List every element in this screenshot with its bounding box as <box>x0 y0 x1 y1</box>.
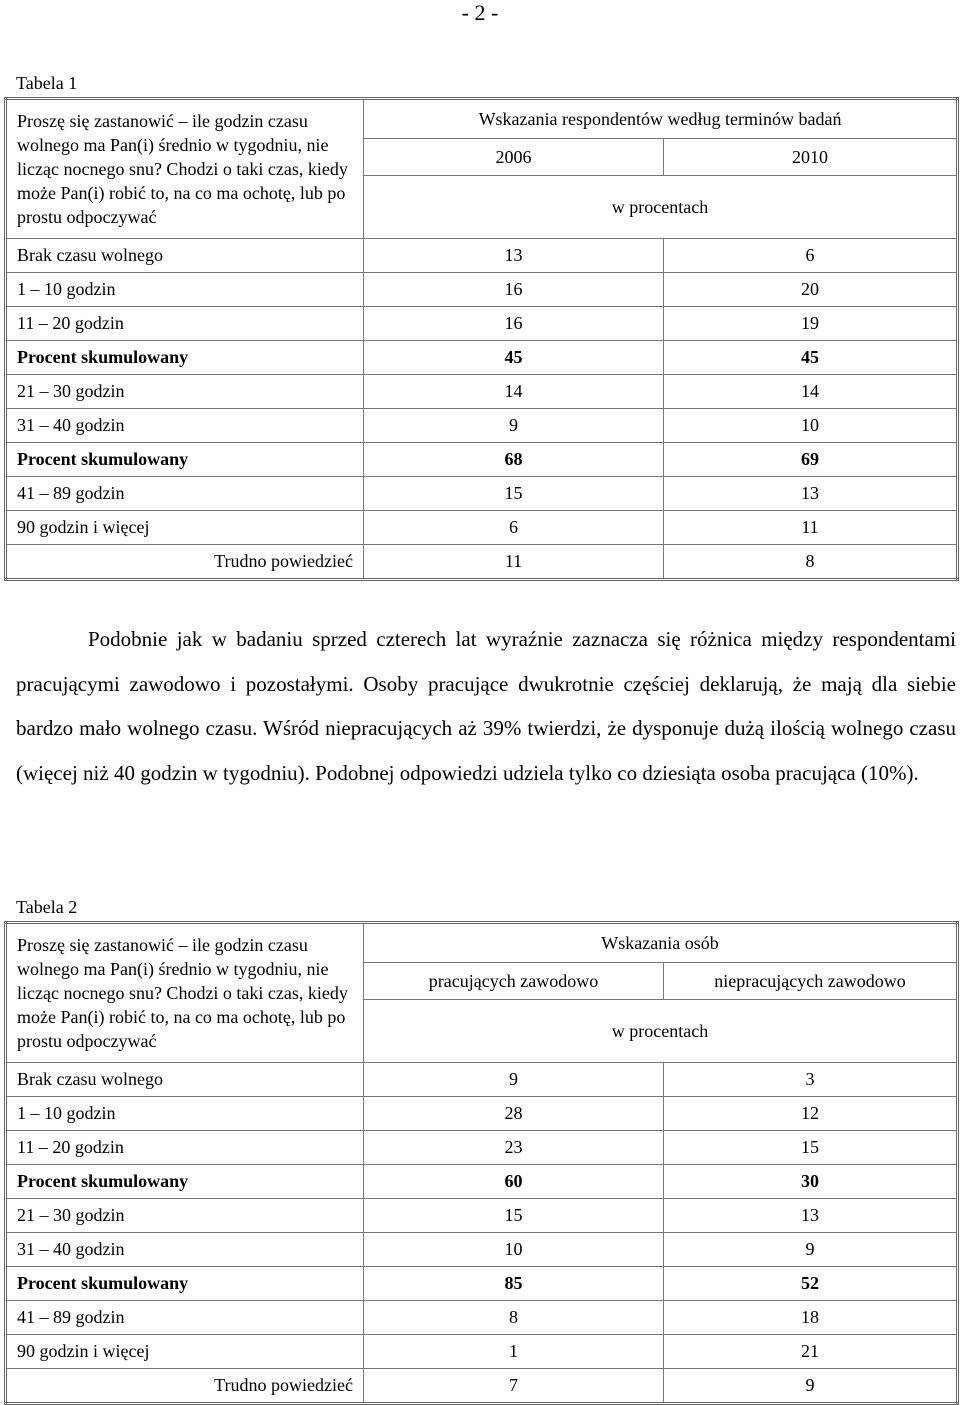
table-header-row <box>6 99 958 139</box>
row-label: Procent skumulowany <box>6 443 364 477</box>
row-label: Procent skumulowany <box>6 1267 364 1301</box>
table-row <box>6 1369 958 1404</box>
cell-value: 16 <box>364 307 664 341</box>
column-header: 2010 <box>664 138 958 175</box>
cell-value: 14 <box>664 375 958 409</box>
row-label: 31 – 40 godzin <box>6 1233 364 1267</box>
cell-value: 1 <box>364 1335 664 1369</box>
cell-value: 69 <box>664 443 958 477</box>
table-row <box>6 1063 958 1097</box>
row-label: 41 – 89 godzin <box>6 477 364 511</box>
cell-value: 13 <box>664 477 958 511</box>
row-label: Procent skumulowany <box>6 1165 364 1199</box>
question-cell: Proszę się zastanowić – ile godzin czasu wolnego ma Pan(i) średnio w tygodniu, nie licząc nocnego snu? Chodzi o taki czas, kiedy może Pan(i) robić to, na co ma ochotę, lub po prostu odpoczywać <box>6 99 364 239</box>
table-row <box>6 1199 958 1233</box>
table-row <box>6 409 958 443</box>
row-label: 90 godzin i więcej <box>6 511 364 545</box>
cell-value: 45 <box>364 341 664 375</box>
row-label: 21 – 30 godzin <box>6 375 364 409</box>
cell-value: 8 <box>364 1301 664 1335</box>
column-header: niepracujących zawodowo <box>664 962 958 999</box>
cell-value: 60 <box>364 1165 664 1199</box>
table-row <box>6 1335 958 1369</box>
question-cell: Proszę się zastanowić – ile godzin czasu wolnego ma Pan(i) średnio w tygodniu, nie licząc nocnego snu? Chodzi o taki czas, kiedy może Pan(i) robić to, na co ma ochotę, lub po prostu odpoczywać <box>6 923 364 1063</box>
table-header-row <box>6 923 958 963</box>
cell-value: 15 <box>664 1131 958 1165</box>
group-header: Wskazania osób <box>364 923 958 963</box>
row-label: Trudno powiedzieć <box>6 545 364 580</box>
cell-value: 19 <box>664 307 958 341</box>
cell-value: 8 <box>664 545 958 580</box>
cell-value: 52 <box>664 1267 958 1301</box>
cell-value: 20 <box>664 273 958 307</box>
cell-value: 7 <box>364 1369 664 1404</box>
cell-value: 3 <box>664 1063 958 1097</box>
paragraph-text: Podobnie jak w badaniu sprzed czterech lat wyraźnie zaznacza się różnica między respondentami pracującymi zawodowo i pozostałymi. Osoby pracujące dwukrotnie częściej deklarują, że mają dla siebie bardzo mało wolnego czasu. Wśród niepracujących aż 39% twierdzi, że dysponuje dużą ilością wolnego czasu (więcej niż 40 godzin w tygodniu). Podobnej odpowiedzi udziela tylko co dziesiąta osoba pracująca (10%). <box>16 627 956 785</box>
table-row <box>6 375 958 409</box>
table-1-label: Tabela 1 <box>16 73 78 93</box>
table-row <box>6 1301 958 1335</box>
cell-value: 85 <box>364 1267 664 1301</box>
row-label: Brak czasu wolnego <box>6 239 364 273</box>
cell-value: 13 <box>664 1199 958 1233</box>
cell-value: 9 <box>664 1369 958 1404</box>
table-row <box>6 1131 958 1165</box>
column-header: 2006 <box>364 138 664 175</box>
cell-value: 12 <box>664 1097 958 1131</box>
table-row <box>6 477 958 511</box>
cell-value: 13 <box>364 239 664 273</box>
unit-header: w procentach <box>364 176 958 239</box>
cell-value: 11 <box>364 545 664 580</box>
table-row <box>6 511 958 545</box>
page-number: - 2 - <box>461 0 499 25</box>
cell-value: 16 <box>364 273 664 307</box>
body-paragraph <box>16 617 956 795</box>
unit-header: w procentach <box>364 1000 958 1063</box>
group-header: Wskazania respondentów według terminów badań <box>364 99 958 139</box>
cell-value: 9 <box>364 1063 664 1097</box>
cell-value: 15 <box>364 1199 664 1233</box>
cell-value: 21 <box>664 1335 958 1369</box>
table-row <box>6 273 958 307</box>
table-row-cumulative <box>6 443 958 477</box>
cell-value: 10 <box>364 1233 664 1267</box>
cell-value: 10 <box>664 409 958 443</box>
cell-value: 23 <box>364 1131 664 1165</box>
column-header: pracujących zawodowo <box>364 962 664 999</box>
table-row <box>6 1097 958 1131</box>
table-row-cumulative <box>6 1165 958 1199</box>
cell-value: 14 <box>364 375 664 409</box>
table-2 <box>4 921 959 1405</box>
row-label: 11 – 20 godzin <box>6 307 364 341</box>
cell-value: 45 <box>664 341 958 375</box>
cell-value: 28 <box>364 1097 664 1131</box>
cell-value: 68 <box>364 443 664 477</box>
row-label: 1 – 10 godzin <box>6 273 364 307</box>
row-label: 21 – 30 godzin <box>6 1199 364 1233</box>
row-label: 41 – 89 godzin <box>6 1301 364 1335</box>
table-row-cumulative <box>6 1267 958 1301</box>
row-label: 11 – 20 godzin <box>6 1131 364 1165</box>
row-label: 31 – 40 godzin <box>6 409 364 443</box>
cell-value: 9 <box>664 1233 958 1267</box>
table-row <box>6 239 958 273</box>
cell-value: 18 <box>664 1301 958 1335</box>
table-row <box>6 307 958 341</box>
row-label: 1 – 10 godzin <box>6 1097 364 1131</box>
cell-value: 15 <box>364 477 664 511</box>
row-label: 90 godzin i więcej <box>6 1335 364 1369</box>
cell-value: 6 <box>664 239 958 273</box>
row-label: Brak czasu wolnego <box>6 1063 364 1097</box>
table-row <box>6 545 958 580</box>
cell-value: 9 <box>364 409 664 443</box>
table-row-cumulative <box>6 341 958 375</box>
cell-value: 30 <box>664 1165 958 1199</box>
row-label: Trudno powiedzieć <box>6 1369 364 1404</box>
row-label: Procent skumulowany <box>6 341 364 375</box>
cell-value: 11 <box>664 511 958 545</box>
table-row <box>6 1233 958 1267</box>
table-1 <box>4 97 959 581</box>
table-2-label: Tabela 2 <box>16 897 78 917</box>
cell-value: 6 <box>364 511 664 545</box>
